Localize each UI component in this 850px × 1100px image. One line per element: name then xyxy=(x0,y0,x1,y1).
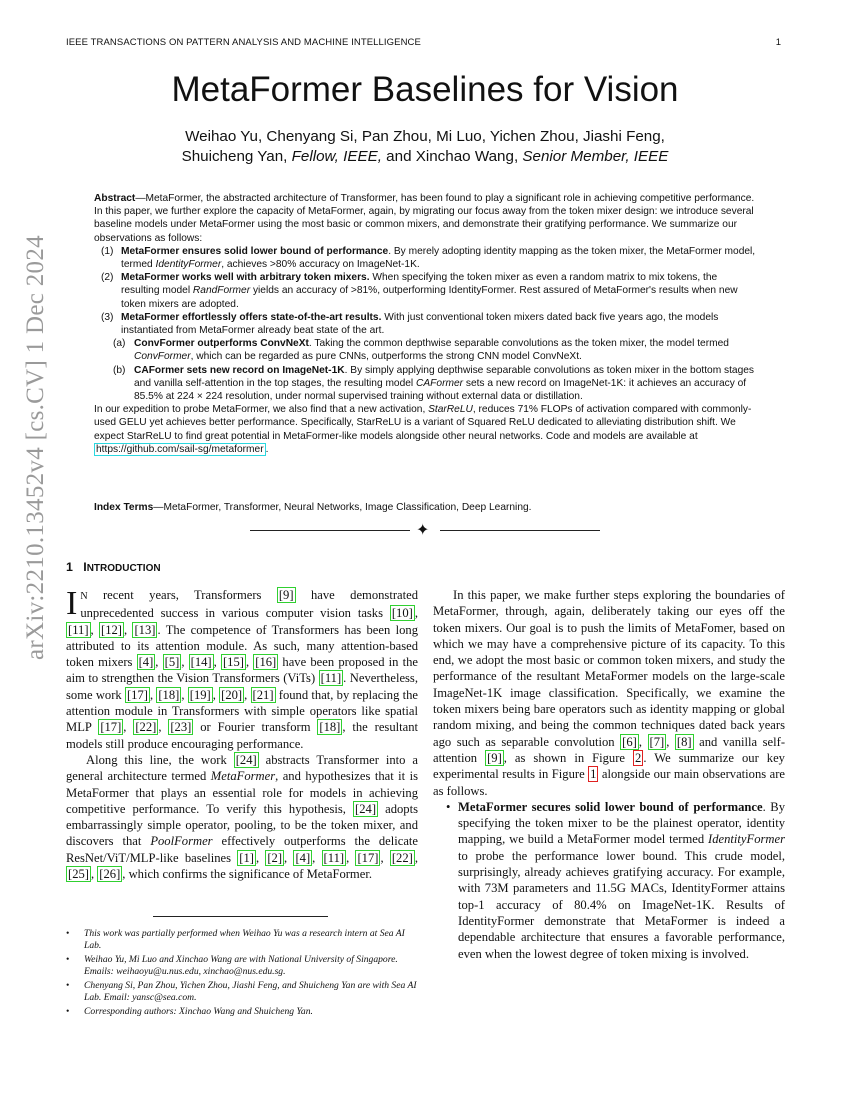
text: , xyxy=(312,850,322,865)
citation-link[interactable]: [13] xyxy=(134,622,156,637)
text: . The competence of Transformers has been long attributed to its attention module. As such, many attention-based token mixers xyxy=(66,622,418,670)
observation-text: yields an accuracy of >81%, outperforming IdentityFormer. Rest assured of MetaFormer's results when new token mixers are adopted. xyxy=(121,285,738,310)
citation-link[interactable]: [4] xyxy=(295,850,311,865)
citation-link[interactable]: [24] xyxy=(355,801,377,816)
citation-link[interactable]: [11] xyxy=(320,671,342,686)
text: , xyxy=(213,655,221,670)
intro-paragraph-3 xyxy=(433,587,785,799)
observation-text: With just conventional token mixers dated back five years ago, the models instantiated from MetaFormer already beat state of the art. xyxy=(121,311,719,337)
citation-link[interactable]: [12] xyxy=(101,622,122,637)
observation-heading: MetaFormer effortlessly offers state-of-the-art results. xyxy=(121,311,382,323)
text: , xyxy=(245,655,254,670)
text: have been proposed in the aim to strengthen the Vision Transformers (ViTs) xyxy=(66,655,419,686)
text: adopts embarrassingly simple operator, pooling, to be the token mixer, and discovers that xyxy=(66,801,418,849)
text: , xyxy=(380,850,390,865)
activation-name: StarReLU xyxy=(428,404,473,416)
text: or Fourier transform xyxy=(193,720,318,735)
author-title: Fellow, IEEE, xyxy=(291,147,382,165)
figure-link[interactable]: 1 xyxy=(590,767,597,782)
citation-link[interactable]: [18] xyxy=(319,720,341,735)
small-caps: N xyxy=(80,591,88,602)
text: In this paper, we make further steps exploring the boundaries of MetaFormer, through, again, deliberately taking our eyes off the token mixers. Our goal is to push the limits of MetaFomer, based on which we may have a comprehensive picture of its capacity. To this end, we adopt the most basic or common token mixers, and study the performance of the resultant MetaFormer models on the large-scale ImageNet-1K image classification. Specifically, we examine the token mixers being bare operators such as identity mapping or global random mixing, and being the common techniques dated back years ago such as separable convolution xyxy=(433,588,785,749)
running-head: IEEE TRANSACTIONS ON PATTERN ANALYSIS AND MACHINE INTELLIGENCE xyxy=(66,37,421,48)
text: effectively outperforms the delicate ResNet/ViT/MLP-like baselines xyxy=(66,834,418,865)
text: , xyxy=(414,606,418,621)
observation-number: (2) xyxy=(101,272,114,284)
text: , xyxy=(90,867,98,882)
author-title: Senior Member, IEEE xyxy=(522,147,669,165)
model-name: RandFormer xyxy=(192,285,251,297)
citation-link[interactable]: [22] xyxy=(135,720,157,735)
author-line-1: Weihao Yu, Chenyang Si, Pan Zhou, Mi Luo, Yichen Zhou, Jiashi Feng, xyxy=(185,128,665,145)
abstract xyxy=(94,192,756,456)
abstract-outro xyxy=(94,403,756,456)
bullet-icon: • xyxy=(66,1006,70,1017)
model-name: ConvFormer xyxy=(134,351,191,363)
text: alongside our main observations are as follows. xyxy=(433,767,785,798)
index-terms xyxy=(94,502,756,513)
citation-link[interactable]: [26] xyxy=(99,867,121,882)
footnote-rule xyxy=(153,916,328,917)
text: . We summarize our key experimental results in Figure xyxy=(433,750,785,782)
key-finding-bullet xyxy=(433,799,785,962)
observation-heading: MetaFormer works well with arbitrary token mixers. xyxy=(121,272,370,284)
abstract-text: . xyxy=(265,443,269,455)
intro-paragraph-2 xyxy=(66,752,418,882)
text: , and hypothesizes that it is MetaFormer that plays an essential role for models in achieving competitive performance. To verify this hypothesis, xyxy=(66,769,418,816)
footnote-text: Chenyang Si, Pan Zhou, Yichen Zhou, Jiashi Feng, and Shuicheng Yan are with Sea AI Lab. Email: yansc@sea.com. xyxy=(84,980,417,1003)
citation-link[interactable]: [25] xyxy=(68,867,89,882)
finding-heading: MetaFormer secures solid lower bound of performance xyxy=(458,799,763,814)
section-title-initial: I xyxy=(83,560,87,574)
page-number: 1 xyxy=(775,37,781,48)
text: , xyxy=(158,720,169,735)
text: , xyxy=(149,687,157,702)
observation-text: . By simply applying depthwise separable convolutions as token mixer in the bottom stages and vanilla self-attention in the top stages, the resulting model xyxy=(134,364,755,389)
arxiv-stamp: arXiv:2210.13452v4 [cs.CV] 1 Dec 2024 xyxy=(22,235,49,660)
observation-heading: CAFormer sets new record on ImageNet-1K xyxy=(134,364,345,376)
right-column xyxy=(433,587,785,962)
text: , xyxy=(90,622,99,637)
observation-number: (a) xyxy=(113,338,126,350)
observation-text: . By merely adopting identity mapping as the token mixer, the MetaFormer model, termed xyxy=(121,245,756,271)
citation-link[interactable]: [6] xyxy=(622,734,637,749)
text: , xyxy=(123,622,133,637)
divider-star-icon: ✦ xyxy=(416,522,430,539)
citation-link[interactable]: [7] xyxy=(649,734,665,749)
citation-link[interactable]: [21] xyxy=(252,687,274,702)
citation-link[interactable]: [2] xyxy=(267,850,283,865)
text: . Nevertheless, some work xyxy=(66,671,418,702)
footnote xyxy=(66,954,418,978)
observation-text: , which can be regarded as pure CNNs, outperforms the strong CNN model ConvNeXt. xyxy=(190,351,582,363)
citation-link[interactable]: [23] xyxy=(170,720,192,735)
citation-link[interactable]: [17] xyxy=(126,687,148,702)
text: , xyxy=(244,687,251,702)
text: , xyxy=(638,734,648,749)
citation-link[interactable]: [5] xyxy=(164,655,180,670)
text: , as shown in Figure xyxy=(503,750,634,765)
text: , xyxy=(284,850,294,865)
observation-1 xyxy=(94,245,756,271)
observation-text: When specifying the token mixer as even a random matrix to mix tokens, the resulting model xyxy=(121,272,718,297)
footnote-text: Weihao Yu, Mi Luo and Xinchao Wang are with National University of Singapore. xyxy=(84,954,398,965)
bullet-icon: • xyxy=(66,928,70,939)
abstract-text: In our expedition to probe MetaFormer, we also find that a new activation, xyxy=(94,404,429,416)
text: , xyxy=(123,720,134,735)
citation-link[interactable]: [17] xyxy=(100,720,122,735)
footnote-text: Corresponding authors: Xinchao Wang and Shuicheng Yan. xyxy=(84,1006,313,1017)
observation-3 xyxy=(94,311,756,337)
paper-title: MetaFormer Baselines for Vision xyxy=(171,70,679,109)
observation-number: (b) xyxy=(113,364,126,376)
footnote-text: This work was partially performed when Weihao Yu was a research intern at Sea AI Lab. xyxy=(84,928,405,951)
citation-link[interactable]: [10] xyxy=(391,606,413,621)
text: , xyxy=(346,850,356,865)
model-name: IdentityFormer xyxy=(155,259,222,271)
footnotes xyxy=(66,928,418,1020)
citation-link[interactable]: [16] xyxy=(255,655,277,670)
citation-link[interactable]: [20] xyxy=(221,687,243,702)
citation-link[interactable]: [18] xyxy=(158,687,180,702)
model-name: PoolFormer xyxy=(150,834,213,849)
intro-paragraph-1 xyxy=(66,587,418,752)
citation-link[interactable]: [14] xyxy=(190,655,212,670)
footnote xyxy=(66,1006,418,1018)
author-text: and Xinchao Wang, xyxy=(381,147,523,165)
citation-link[interactable]: [11] xyxy=(323,850,345,865)
author-list xyxy=(150,127,700,166)
footnote xyxy=(66,928,418,952)
text: , xyxy=(255,850,266,865)
abstract-intro xyxy=(94,192,756,245)
observation-text: , achieves >80% accuracy on ImageNet-1K. xyxy=(221,259,420,271)
text: , xyxy=(666,734,675,749)
citation-link[interactable]: [1] xyxy=(239,850,254,865)
observation-number: (3) xyxy=(101,311,114,323)
text: . By specifying the token mixer to be the plainest operator, identity mapping, we build a MetaFormer model termed xyxy=(458,799,785,847)
section-divider xyxy=(250,523,600,537)
observation-2 xyxy=(94,271,756,311)
section-number: 1 xyxy=(66,560,73,574)
model-name: MetaFormer xyxy=(210,769,276,784)
citation-link[interactable]: [19] xyxy=(189,687,211,702)
left-column xyxy=(66,587,418,882)
text: abstracts Transformer into a general architecture termed xyxy=(66,752,418,784)
text: to probe the performance lower bound. This crude model, surprisingly, already achieves gratifying accuracy. For example, with 73M parameters and 11.5G MACs, IdentityFormer attains top-1 accuracy of 80.4% on ImageNet-1K. Results of IdentityFormer demonstrate that MetaFormer is indeed a dependable architecture that ensures a favorable performance, even when the lowest degree of token mixing is involved. xyxy=(458,848,785,961)
citation-link[interactable]: [22] xyxy=(391,850,413,865)
observation-3b xyxy=(94,364,756,404)
author-line-2 xyxy=(150,147,700,167)
index-terms-label: Index Terms xyxy=(94,502,154,513)
text: , xyxy=(414,850,418,865)
divider-line-right xyxy=(440,530,600,531)
abstract-label: Abstract xyxy=(94,193,136,204)
text: found that, by replacing the attention module in Transformers with simple operators like spatial MLP xyxy=(66,687,419,735)
text: , xyxy=(181,655,189,670)
citation-link[interactable]: [4] xyxy=(138,655,154,670)
abstract-text: , reduces 71% FLOPs of activation compared with commonly-used GELU yet achieves better performance. Specifically, StarReLU is a variant of Squared ReLU dedicated to alleviating distribution shift. We expect StarReLU to find great potential in MetaFormer-like models alongside other neural networks. Code and models are available at xyxy=(94,404,752,442)
bullet-icon: • xyxy=(66,954,70,965)
text: , xyxy=(155,655,163,670)
text: have demonstrated unprecedented success in various computer vision tasks xyxy=(80,588,418,621)
observation-heading: MetaFormer ensures solid lower bound of performance xyxy=(121,245,389,257)
citation-link[interactable]: [17] xyxy=(357,850,379,865)
bullet-icon: • xyxy=(446,799,451,814)
observation-heading: ConvFormer outperforms ConvNeXt xyxy=(134,338,309,350)
text: , xyxy=(212,687,220,702)
text: , which confirms the significance of MetaFormer. xyxy=(122,867,372,882)
citation-link[interactable]: [9] xyxy=(278,588,294,602)
figure-link[interactable]: 2 xyxy=(635,750,642,765)
footnote xyxy=(66,980,418,1004)
bullet-icon: • xyxy=(66,980,70,991)
citation-link[interactable]: [24] xyxy=(235,752,257,767)
observation-text: . Taking the common depthwise separable convolutions as the token mixer, the model termed xyxy=(308,338,729,350)
observation-text: sets a new record on ImageNet-1K: it achieves an accuracy of 85.5% at 224 × 224 resolution, under normal supervised training without external data or distillation. xyxy=(134,377,747,403)
observation-3a xyxy=(94,337,756,363)
text: and vanilla self-attention xyxy=(433,734,786,765)
observation-number: (1) xyxy=(101,245,114,257)
citation-link[interactable]: [15] xyxy=(222,655,244,670)
model-name: CAFormer xyxy=(416,377,464,389)
divider-line-left xyxy=(250,530,410,531)
footnote-text: Emails: weihaoyu@u.nus.edu, xinchao@nus.edu.sg. xyxy=(84,966,286,977)
model-name: IdentityFormer xyxy=(708,832,785,847)
text: , xyxy=(181,687,188,702)
citation-link[interactable]: [9] xyxy=(487,750,502,765)
citation-link[interactable]: [8] xyxy=(676,734,692,749)
text: Along this line, the work xyxy=(86,752,234,767)
abstract-text: —MetaFormer, the abstracted architecture of Transformer, has been found to play a significant role in achieving competitive performance. In this paper, we further explore the capacity of MetaFormer, again, by migrating our focus away from the token mixer design: we introduce several baseline models under MetaFormer using the most basic or common mixers, and demonstrate their gratifying performance. We summarize our observations as follows: xyxy=(94,193,755,244)
text: recent years, Transformers xyxy=(87,588,277,602)
text: , the resultant models still produce encouraging performance. xyxy=(66,720,419,751)
section-title-rest: NTRODUCTION xyxy=(86,563,161,574)
citation-link[interactable]: [11] xyxy=(68,622,89,637)
author-text: Shuicheng Yan, xyxy=(181,147,292,165)
drop-cap: I xyxy=(66,585,78,622)
section-heading xyxy=(66,560,161,574)
code-link[interactable]: https://github.com/sail-sg/metaformer xyxy=(96,443,264,455)
index-terms-text: —MetaFormer, Transformer, Neural Networks, Image Classification, Deep Learning. xyxy=(153,502,532,513)
